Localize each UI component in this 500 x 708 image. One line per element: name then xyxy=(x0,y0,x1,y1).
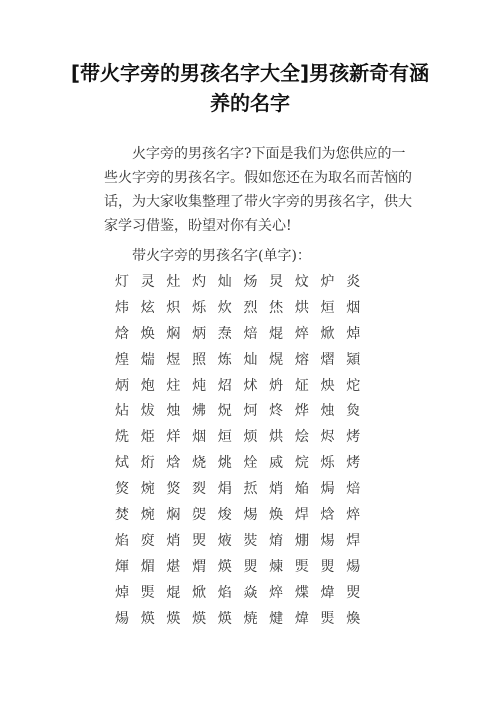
name-character: 焥 xyxy=(140,507,155,524)
name-character: 焘 xyxy=(217,325,232,342)
name-character: 炴 xyxy=(320,377,335,394)
name-character: 煜 xyxy=(166,351,181,368)
name-character: 炼 xyxy=(217,351,232,368)
name-character: 灿 xyxy=(217,274,232,290)
name-character: 焯 xyxy=(346,325,361,342)
name-character: 炾 xyxy=(217,403,232,420)
name-character: 炀 xyxy=(243,274,258,290)
name-character: 炊 xyxy=(217,299,232,316)
name-character: 焈 xyxy=(192,507,207,524)
name-character: 煠 xyxy=(294,584,309,601)
name-character: 烘 xyxy=(269,429,284,446)
intro-paragraph: 火字旁的男孩名字?下面是我们为您供应的一些火字旁的男孩名字。假如您还在为取名而苦恼的话，为大家收集整理了带火字旁的男孩名字，供大家学习借鉴，盼望对你有关心! xyxy=(104,146,412,234)
name-character: 焖 xyxy=(166,507,181,524)
name-character: 煐 xyxy=(140,610,155,627)
name-character: 焙 xyxy=(346,481,361,498)
section-subheading: 带火字旁的男孩名字(单字)： xyxy=(132,248,311,264)
name-character: 煝 xyxy=(140,558,155,575)
character-grid xyxy=(115,270,372,632)
name-character: 煛 xyxy=(243,558,258,575)
name-character: 炳 xyxy=(115,377,129,394)
name-character: 焓 xyxy=(166,455,181,472)
page-title: [带火字旁的男孩名字大全]男孩新奇有涵养的名字 xyxy=(70,61,430,115)
name-character: 烘 xyxy=(294,299,309,316)
name-character: 烩 xyxy=(294,429,309,446)
name-character: 炜 xyxy=(115,299,129,316)
name-character: 焠 xyxy=(346,507,361,524)
name-character: 焬 xyxy=(243,507,258,524)
name-character: 炿 xyxy=(269,377,284,394)
name-character: 煡 xyxy=(269,610,284,627)
name-character: 焰 xyxy=(217,584,232,601)
name-character: 焠 xyxy=(269,584,284,601)
name-character: 炵 xyxy=(269,403,284,420)
name-character: 炫 xyxy=(140,299,155,316)
name-character: 熲 xyxy=(346,351,361,368)
name-character: 煥 xyxy=(346,610,361,627)
name-character: 焜 xyxy=(269,325,284,342)
name-character: 烇 xyxy=(243,455,258,472)
name-character: 焕 xyxy=(140,325,155,342)
name-character: 煬 xyxy=(346,558,361,575)
name-character: 焎 xyxy=(243,481,258,498)
name-character: 烧 xyxy=(192,455,207,472)
name-character: 焱 xyxy=(243,584,258,601)
name-character: 煐 xyxy=(192,610,207,627)
name-character: 焊 xyxy=(346,532,361,549)
name-character: 焥 xyxy=(140,481,155,498)
name-character: 煁 xyxy=(166,558,181,575)
name-character: 烷 xyxy=(294,455,309,472)
name-character: 煒 xyxy=(320,584,335,601)
name-character: 焙 xyxy=(243,325,258,342)
name-character: 熠 xyxy=(320,351,335,368)
name-character: 焊 xyxy=(294,507,309,524)
name-character: 焚 xyxy=(115,507,129,524)
name-character: 焇 xyxy=(166,532,181,549)
name-character: 炦 xyxy=(140,403,155,420)
name-character: 焲 xyxy=(217,532,232,549)
name-character: 烑 xyxy=(217,455,232,472)
name-character: 炆 xyxy=(294,274,309,290)
name-character: 炅 xyxy=(269,274,284,290)
name-character: 烤 xyxy=(346,429,361,446)
name-character: 烊 xyxy=(166,429,181,446)
name-character: 炣 xyxy=(243,403,258,420)
name-character: 焼 xyxy=(243,610,258,627)
name-character: 焸 xyxy=(192,532,207,549)
name-character: 烍 xyxy=(115,429,129,446)
name-character: 熔 xyxy=(294,351,309,368)
name-character: 熀 xyxy=(269,351,284,368)
name-character: 焴 xyxy=(269,532,284,549)
name-character: 煛 xyxy=(320,558,335,575)
name-character: 焮 xyxy=(320,325,335,342)
name-character: 煚 xyxy=(294,558,309,575)
name-character: 烒 xyxy=(115,455,129,472)
name-character: 烈 xyxy=(243,299,258,316)
name-character: 焋 xyxy=(243,532,258,549)
name-character: 煌 xyxy=(115,351,129,368)
name-character: 烛 xyxy=(166,403,181,420)
name-character: 煐 xyxy=(166,610,181,627)
name-character: 焕 xyxy=(269,507,284,524)
name-character: 煇 xyxy=(115,558,129,575)
name-character: 烉 xyxy=(346,403,361,420)
name-character: 煉 xyxy=(269,558,284,575)
name-character: 煚 xyxy=(320,610,335,627)
name-character: 焠 xyxy=(294,325,309,342)
name-character: 炖 xyxy=(192,377,207,394)
name-character: 烤 xyxy=(346,455,361,472)
name-character: 烁 xyxy=(192,299,207,316)
name-character: 焸 xyxy=(346,584,361,601)
name-character: 焆 xyxy=(217,481,232,498)
name-character: 煟 xyxy=(192,558,207,575)
name-character: 炶 xyxy=(115,403,129,420)
name-character: 灼 xyxy=(192,274,207,290)
name-character: 炤 xyxy=(217,377,232,394)
name-character: 烦 xyxy=(243,429,258,446)
name-character: 烥 xyxy=(140,429,155,446)
name-character: 炉 xyxy=(320,274,335,290)
name-character: 烕 xyxy=(269,455,284,472)
name-character: 烜 xyxy=(217,429,232,446)
name-character: 焜 xyxy=(166,584,181,601)
name-character: 煬 xyxy=(115,610,129,627)
name-character: 照 xyxy=(192,351,207,368)
name-character: 炽 xyxy=(166,299,181,316)
name-character: 焰 xyxy=(115,532,129,549)
name-character: 焇 xyxy=(269,481,284,498)
name-character: 炎 xyxy=(346,274,361,290)
name-character: 煐 xyxy=(217,558,232,575)
name-character: 煚 xyxy=(140,584,155,601)
name-character: 烛 xyxy=(320,403,335,420)
name-character: 炨 xyxy=(346,377,361,394)
name-character: 焂 xyxy=(166,481,181,498)
name-character: 焯 xyxy=(115,584,129,601)
name-character: 烟 xyxy=(192,429,207,446)
name-character: 煒 xyxy=(294,610,309,627)
name-character: 炢 xyxy=(243,377,258,394)
name-character: 焩 xyxy=(294,532,309,549)
name-character: 焂 xyxy=(115,481,129,498)
name-character: 焔 xyxy=(294,481,309,498)
name-character: 焌 xyxy=(217,507,232,524)
name-character: 焤 xyxy=(140,532,155,549)
name-character: 炷 xyxy=(166,377,181,394)
name-character: 灶 xyxy=(166,274,181,290)
name-character: 烬 xyxy=(320,429,335,446)
name-character: 炳 xyxy=(192,325,207,342)
name-character: 焓 xyxy=(320,507,335,524)
name-character: 烜 xyxy=(320,299,335,316)
name-character: 烆 xyxy=(140,455,155,472)
name-character: 灵 xyxy=(140,274,155,290)
name-character: 炮 xyxy=(140,377,155,394)
name-character: 煓 xyxy=(140,351,155,368)
name-character: 焮 xyxy=(192,584,207,601)
name-character: 烮 xyxy=(192,481,207,498)
name-character: 焖 xyxy=(166,325,181,342)
name-character: 焬 xyxy=(320,532,335,549)
name-character: 炡 xyxy=(294,377,309,394)
name-character: 炥 xyxy=(192,403,207,420)
name-character: 灿 xyxy=(243,351,258,368)
name-character: 煐 xyxy=(217,610,232,627)
name-character: 烟 xyxy=(346,299,361,316)
name-character: 烋 xyxy=(269,299,284,316)
name-character: 焓 xyxy=(115,325,129,342)
name-character: 灯 xyxy=(115,274,129,290)
name-character: 烁 xyxy=(320,455,335,472)
name-character: 烨 xyxy=(294,403,309,420)
name-character: 焗 xyxy=(320,481,335,498)
